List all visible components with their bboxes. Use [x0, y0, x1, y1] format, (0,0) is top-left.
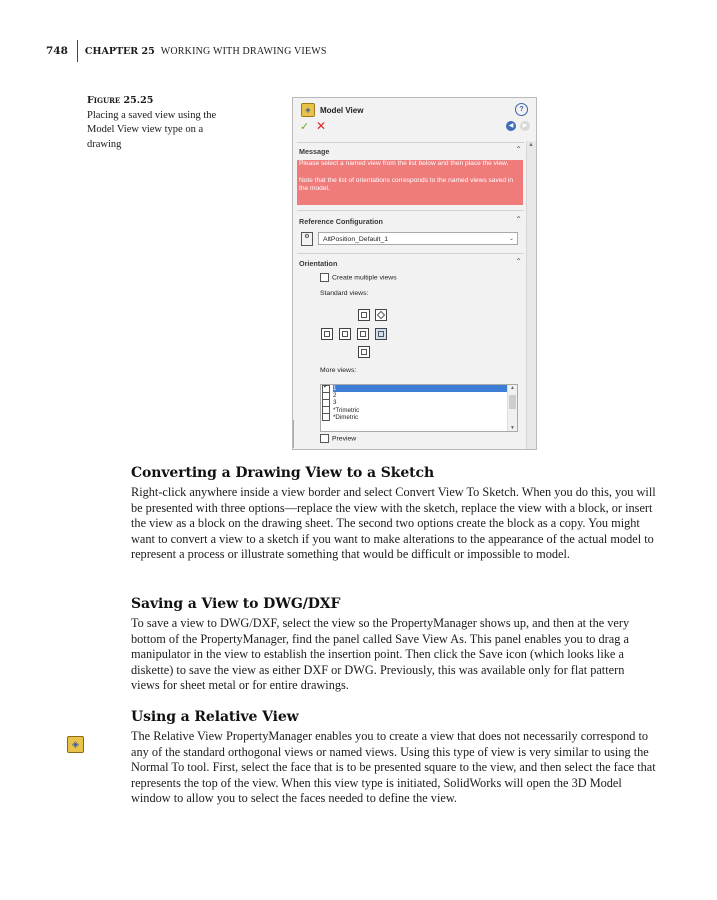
model-view-property-manager	[292, 97, 537, 450]
list-item-label: 2	[333, 392, 337, 400]
list-item-label: *Trimetric	[333, 406, 360, 414]
collapse-caret-icon[interactable]: ⌃	[515, 257, 522, 266]
page-number: 748	[46, 45, 68, 57]
list-item-label: 3	[333, 399, 337, 407]
view-glyph-icon	[324, 331, 330, 337]
list-item[interactable]	[321, 392, 517, 399]
section-orientation-header[interactable]: Orientation	[299, 259, 338, 268]
section-saving-view	[131, 596, 656, 694]
section-relative-view	[131, 709, 656, 807]
help-icon[interactable]: ?	[515, 103, 528, 116]
bottom-view-button[interactable]	[358, 346, 370, 358]
configuration-select[interactable]	[318, 232, 518, 245]
create-multiple-views-option[interactable]	[320, 273, 397, 282]
message-box	[297, 160, 523, 205]
section-body: To save a view to DWG/DXF, select the view so the PropertyManager shows up, and then at the very bottom of the PropertyManager, find the panel called Save View As. This panel enables you to drag a manipulator in the view to establish the insertion point. Then click the Save icon (which looks like a diskette) to save the view as either DXF or DWG. Previously, this was available only for flat pattern views for sheet metal or for entire drawings.	[131, 616, 630, 693]
cancel-x-icon[interactable]: ✕	[316, 119, 327, 133]
panel-title	[301, 103, 363, 117]
figure-label: Figure 25.25	[87, 95, 154, 106]
next-arrow-icon[interactable]: ▶	[520, 121, 530, 131]
configuration-value: AltPosition_Default_1	[323, 236, 388, 243]
front-view-button[interactable]	[339, 328, 351, 340]
top-view-button[interactable]	[375, 328, 387, 340]
chapter-label: CHAPTER 25	[84, 45, 155, 57]
configuration-icon: ⚙	[301, 232, 313, 246]
right-view-button[interactable]	[357, 328, 369, 340]
section-body: Right-click anywhere inside a view border and select Convert View To Sketch. When you do this, you will be presented with three options—replace the view with the sketch, replace the view with a block, or insert the view as a block on the drawing sheet. The second two options create the block as a copy. You might want to convert a view to a sketch if you want to make alterations to the appearance of the actual model to represent a process or illustrate something that would be difficult or impossible to model.	[131, 485, 656, 562]
panel-title-text: Model View	[320, 105, 364, 115]
view-glyph-icon	[342, 331, 348, 337]
panel-scrollbar[interactable]	[526, 141, 536, 449]
ok-checkmark-icon[interactable]: ✓	[300, 121, 310, 133]
section-body: The Relative View PropertyManager enables you to create a view that does not necessarily correspond to any of the standard orthogonal views or named views. Using this type of view is very similar to using the Normal To tool. First, select the face that is to be presented square to the view, and then select the face that represents the top of the view. When this view type is initiated, SolidWorks will open the 3D Model window to allow you to select the faces needed to define the view.	[131, 729, 656, 806]
model-view-icon: ◈	[301, 103, 315, 117]
panel-edge	[293, 420, 297, 448]
section-reference-configuration-header[interactable]: Reference Configuration	[299, 217, 383, 226]
header-divider	[77, 40, 78, 62]
scroll-thumb[interactable]	[509, 395, 516, 409]
section-converting-view	[131, 465, 656, 563]
left-view-button[interactable]	[321, 328, 333, 340]
section-heading: Using a Relative View	[131, 709, 299, 725]
preview-label: Preview	[332, 435, 357, 443]
chevron-down-icon: ⌄	[508, 236, 514, 242]
view-glyph-icon	[361, 312, 367, 318]
divider	[297, 253, 524, 254]
create-multiple-views-label: Create multiple views	[332, 274, 397, 282]
message-line: Note that the list of orientations corresponds to the named views saved in the model.	[299, 176, 514, 193]
list-item[interactable]	[321, 399, 517, 406]
message-line: Please select a named view from the list below and then place the view.	[299, 160, 509, 167]
isometric-view-button[interactable]	[375, 309, 387, 321]
more-views-label: More views:	[320, 367, 357, 374]
list-item[interactable]	[321, 407, 517, 414]
view-checkbox[interactable]	[322, 413, 330, 421]
collapse-caret-icon[interactable]: ⌃	[515, 215, 522, 224]
section-message-header[interactable]: Message	[299, 147, 330, 156]
iso-cube-icon	[377, 311, 385, 319]
more-views-list[interactable]	[320, 384, 518, 432]
chapter-title: WORKING WITH DRAWING VIEWS	[160, 45, 327, 57]
back-arrow-icon[interactable]: ◀	[506, 121, 516, 131]
create-multiple-views-checkbox[interactable]	[320, 273, 329, 282]
figure-caption	[87, 94, 217, 152]
back-view-button[interactable]	[358, 309, 370, 321]
list-item[interactable]	[321, 414, 517, 421]
list-scrollbar[interactable]	[507, 385, 517, 431]
view-glyph-icon	[378, 331, 384, 337]
view-glyph-icon	[361, 349, 367, 355]
section-heading: Converting a Drawing View to a Sketch	[131, 465, 435, 481]
running-header	[46, 40, 327, 62]
preview-option[interactable]	[320, 434, 356, 443]
list-item-label: *Dimetric	[333, 413, 359, 421]
list-item-label: 1	[333, 385, 517, 392]
collapse-caret-icon[interactable]: ⌃	[515, 145, 522, 154]
scroll-down-icon[interactable]: ▼	[510, 425, 515, 431]
divider	[297, 142, 524, 143]
standard-views-label: Standard views:	[320, 290, 369, 297]
scroll-up-icon[interactable]: ▲	[510, 385, 515, 391]
figure-caption-text: Placing a saved view using the Model View view type on a drawing	[87, 109, 217, 150]
relative-view-icon: ◈	[67, 736, 84, 753]
view-glyph-icon	[360, 331, 366, 337]
divider	[297, 210, 524, 211]
section-heading: Saving a View to DWG/DXF	[131, 596, 341, 612]
preview-checkbox[interactable]	[320, 434, 329, 443]
list-item[interactable]	[321, 385, 517, 392]
